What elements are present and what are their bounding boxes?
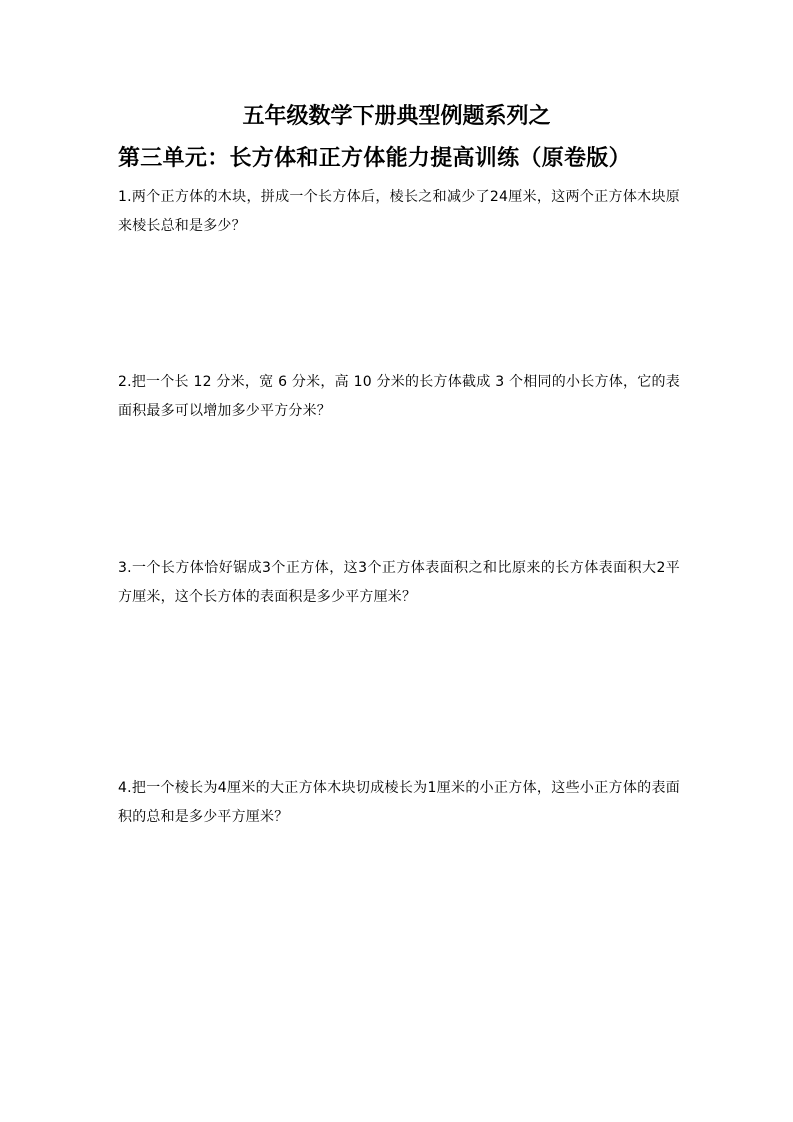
question-3: 3.一个长方体恰好锯成3个正方体，这3个正方体表面积之和比原来的长方体表面积大2平方厘米，这个长方体的表面积是多少平方厘米？	[118, 560, 680, 605]
document-subtitle: 第三单元：长方体和正方体能力提高训练（原卷版）	[118, 146, 631, 171]
question-2: 2.把一个长 12 分米，宽 6 分米，高 10 分米的长方体截成 3 个相同的小长方体，它的表面积最多可以增加多少平方分米？	[118, 374, 680, 419]
question-1: 1.两个正方体的木块，拼成一个长方体后，棱长之和减少了24厘米，这两个正方体木块原来棱长总和是多少？	[118, 189, 680, 234]
document-title: 五年级数学下册典型例题系列之	[242, 104, 551, 129]
question-4: 4.把一个棱长为4厘米的大正方体木块切成棱长为1厘米的小正方体，这些小正方体的表面积的总和是多少平方厘米？	[118, 780, 680, 825]
